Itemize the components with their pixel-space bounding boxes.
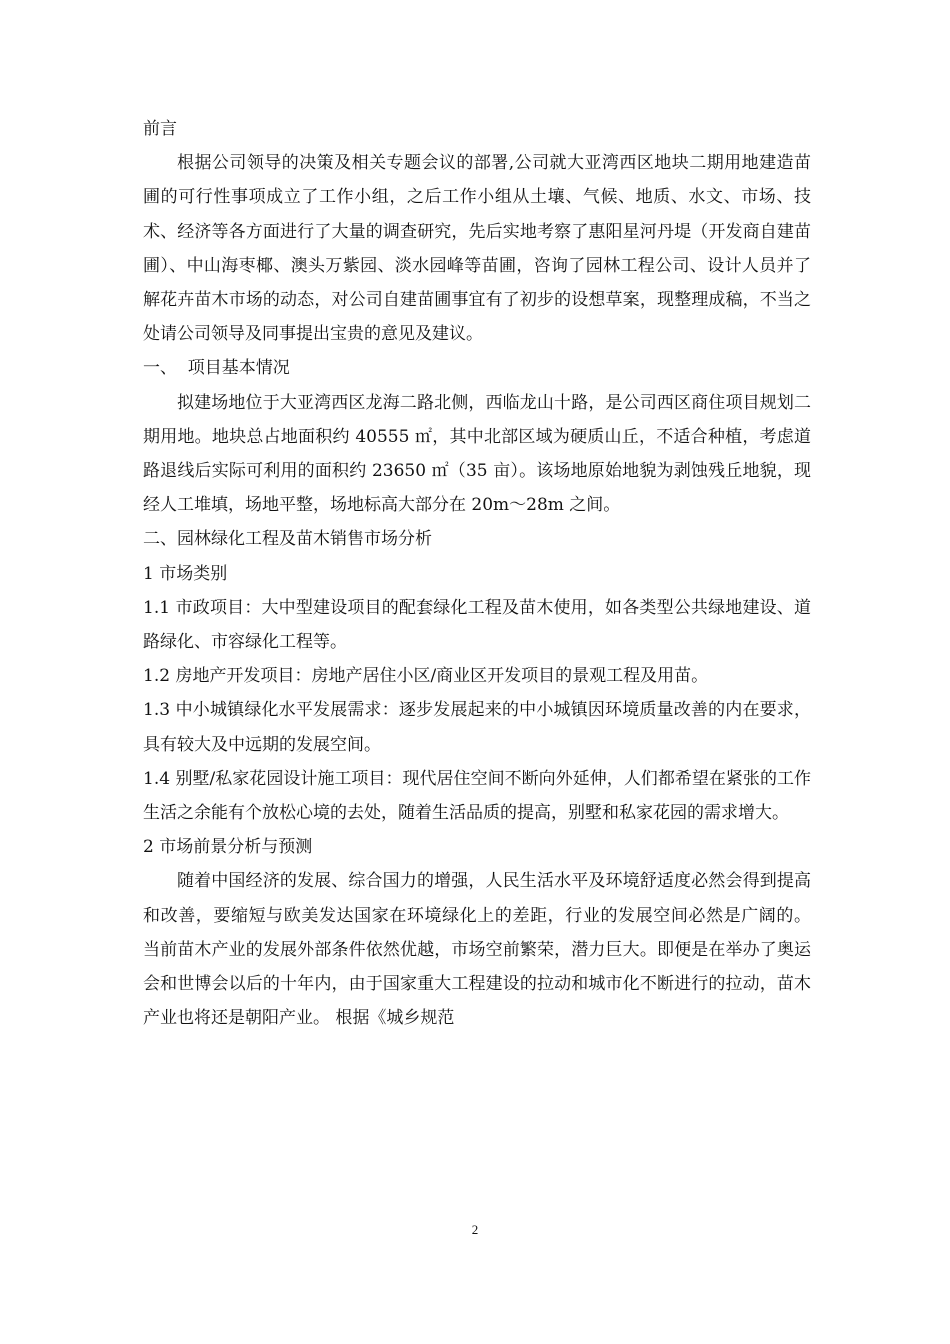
- section-2-title: 二、园林绿化工程及苗木销售市场分析: [143, 529, 432, 550]
- list-item-1-2: 1.2 房地产开发项目：房地产居住小区/商业区开发项目的景观工程及用苗。: [143, 666, 709, 687]
- document-body: [143, 112, 811, 1035]
- subsection-2-title: 2 市场前景分析与预测: [143, 837, 313, 858]
- subsection-2-paragraph: 随着中国经济的发展、综合国力的增强，人民生活水平及环境舒适度必然会得到提高和改善，要缩短与欧美发达国家在环境绿化上的差距，行业的发展空间必然是广阔的。 当前苗木产业的发展外部条件依然优越，市场空前繁荣，潜力巨大。即便是在举办了奥运会和世博会以后的十年内，由于国家重大工程建设的拉动和城市化不断进行的拉动，苗木产业也将还是朝阳产业。 根据《城乡规范: [143, 871, 811, 1029]
- list-item-1-3: 1.3 中小城镇绿化水平发展需求：逐步发展起来的中小城镇因环境质量改善的内在要求，具有较大及中远期的发展空间。: [143, 700, 811, 755]
- subsection-1-title: 1 市场类别: [143, 563, 228, 584]
- section-1-paragraph: 拟建场地位于大亚湾西区龙海二路北侧，西临龙山十路，是公司西区商住项目规划二期用地。地块总占地面积约 40555 ㎡，其中北部区域为硬质山丘，不适合种植，考虑道路退线后实际可利用的面积约 23650 ㎡（35 亩）。该场地原始地貌为剥蚀残丘地貌，现经人工堆填，场地平整，场地标高大部分在 20m～28m 之间。: [143, 392, 811, 516]
- section-1-title: 一、 项目基本情况: [143, 358, 290, 379]
- preface-paragraph: 根据公司领导的决策及相关专题会议的部署,公司就大亚湾西区地块二期用地建造苗圃的可行性事项成立了工作小组，之后工作小组从土壤、气候、地质、水文、市场、技术、经济等各方面进行了大量的调查研究，先后实地考察了惠阳星河丹堤（开发商自建苗圃）、中山海枣椰、澳头万紫园、淡水园峰等苗圃，咨询了园林工程公司、设计人员并了解花卉苗木市场的动态，对公司自建苗圃事宜有了初步的设想草案，现整理成稿，不当之处请公司领导及同事提出宝贵的意见及建议。: [143, 153, 811, 345]
- page-number: 2: [471, 1222, 479, 1237]
- list-item-1-4: 1.4 别墅/私家花园设计施工项目：现代居住空间不断向外延伸，人们都希望在紧张的工作生活之余能有个放松心境的去处，随着生活品质的提高，别墅和私家花园的需求增大。: [143, 768, 811, 824]
- list-item-1-1: 1.1 市政项目：大中型建设项目的配套绿化工程及苗木使用，如各类型公共绿地建设、道路绿化、市容绿化工程等。: [143, 597, 811, 653]
- preface-title: 前言: [143, 119, 177, 139]
